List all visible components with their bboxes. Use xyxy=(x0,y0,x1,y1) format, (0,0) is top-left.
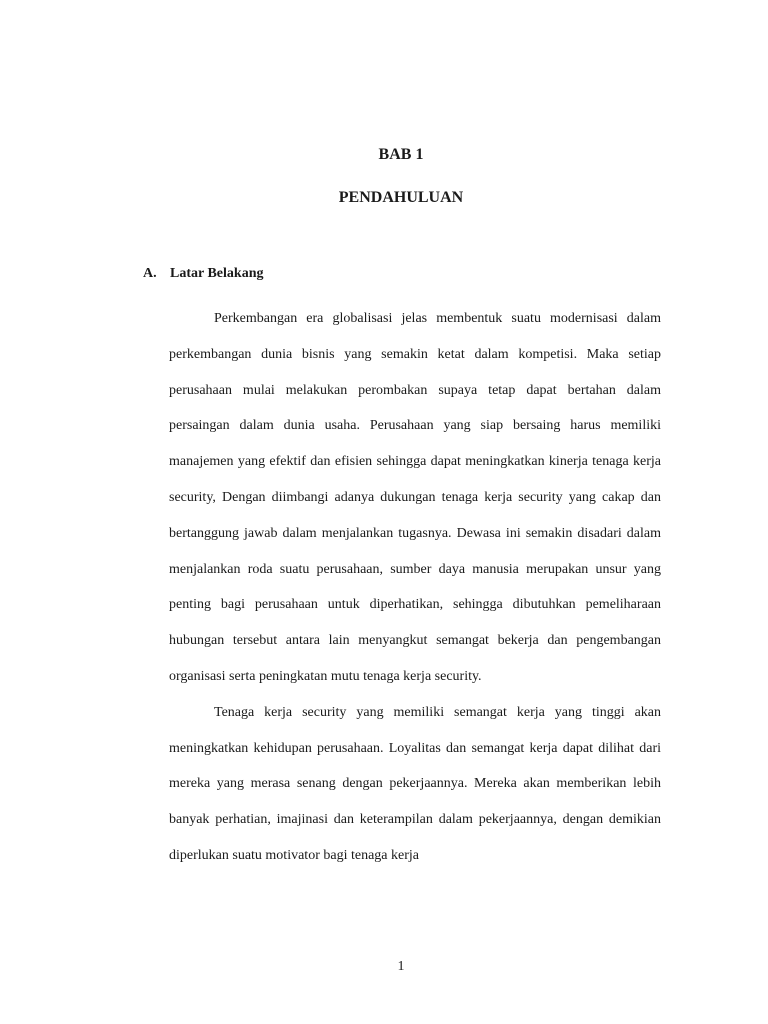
section-letter: A. xyxy=(143,266,157,281)
paragraph: Perkembangan era globalisasi jelas membentuk suatu modernisasi dalam perkembangan dunia bisnis yang semakin ketat dalam kompetisi. Maka setiap perusahaan mulai melakukan perombakan supaya tetap dapat bertahan dalam persaingan dalam dunia usaha. Perusahaan yang siap bersaing harus memiliki manajemen yang efektif dan efisien sehingga dapat meningkatkan kinerja tenaga kerja security, Dengan diimbangi adanya dukungan tenaga kerja security yang cakap dan bertanggung jawab dalam menjalankan tugasnya. Dewasa ini semakin disadari dalam menjalankan roda suatu perusahaan, sumber daya manusia merupakan unsur yang penting bagi perusahaan untuk diperhatikan, sehingga dibutuhkan pemeliharaan hubungan tersebut antara lain menyangkut semangat bekerja dan pengembangan organisasi serta peningkatan mutu tenaga kerja security. xyxy=(169,311,661,684)
page-number: 1 xyxy=(397,959,405,974)
body-text xyxy=(169,301,661,874)
paragraph: Tenaga kerja security yang memiliki semangat kerja yang tinggi akan meningkatkan kehidupan perusahaan. Loyalitas dan semangat kerja dapat dilihat dari mereka yang merasa senang dengan pekerjaannya. Mereka akan memberikan lebih banyak perhatian, imajinasi dan keterampilan dalam pekerjaannya, dengan demikian diperlukan suatu motivator bagi tenaga kerja xyxy=(169,704,661,863)
chapter-number: BAB 1 xyxy=(378,146,424,163)
section-heading xyxy=(143,266,263,282)
section-title: Latar Belakang xyxy=(170,266,264,281)
chapter-title: PENDAHULUAN xyxy=(338,189,464,206)
